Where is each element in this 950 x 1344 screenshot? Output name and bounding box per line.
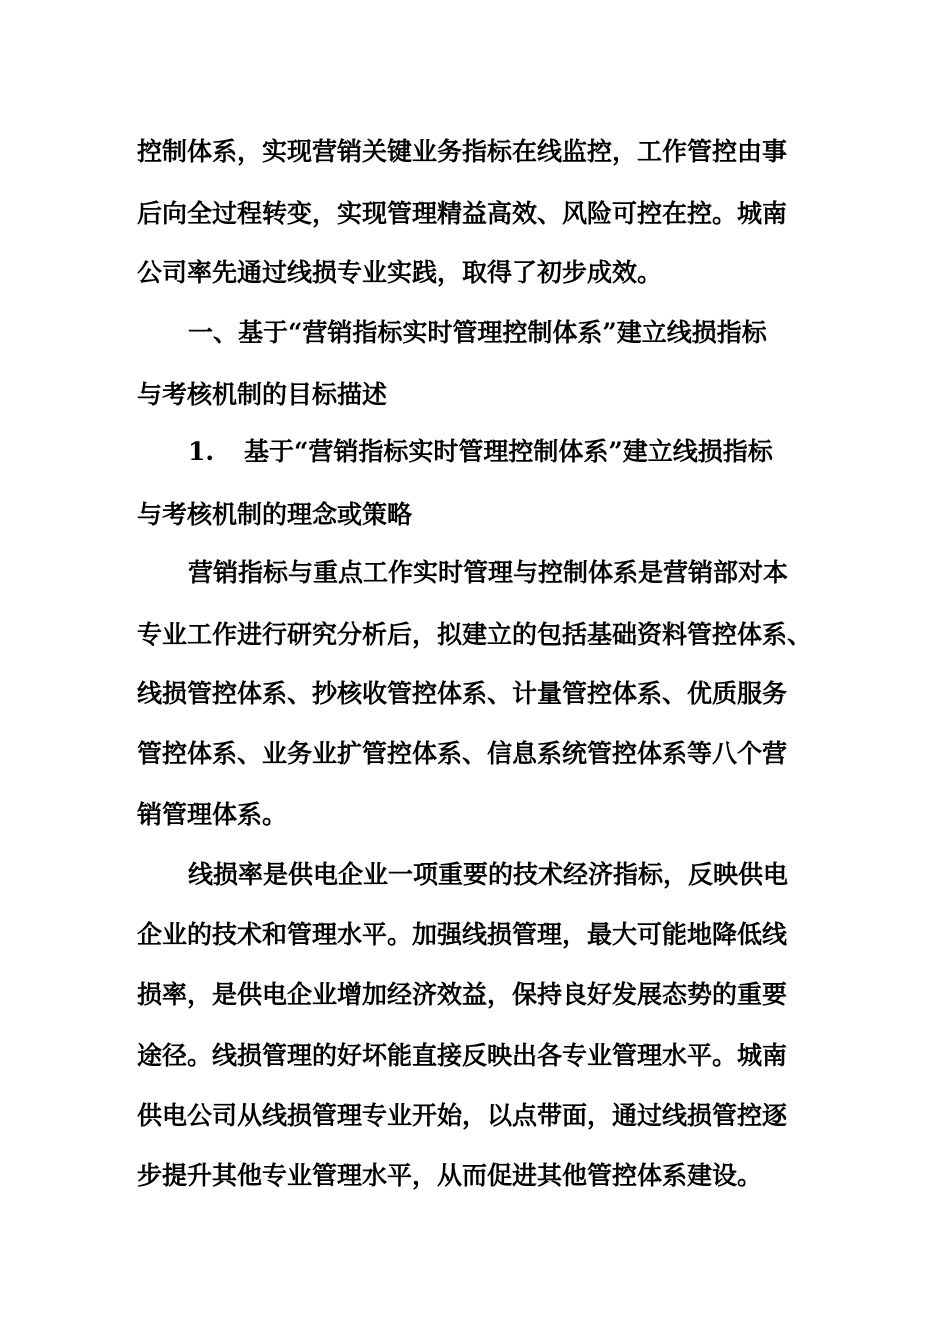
paragraph-line: 企业的技术和管理水平。加强线损管理，最大可能地降低线	[137, 920, 788, 949]
paragraph-line: 途径。线损管理的好坏能直接反映出各专业管理水平。城南	[137, 1041, 788, 1070]
paragraph-line: 供电公司从线损管理专业开始，以点带面，通过线损管控逐	[137, 1101, 788, 1130]
section-heading-line: 一、基于“营销指标实时管理控制体系”建立线损指标	[188, 318, 767, 347]
paragraph-line: 损率，是供电企业增加经济效益，保持良好发展态势的重要	[137, 980, 788, 1009]
paragraph-line: 控制体系，实现营销关键业务指标在线监控，工作管控由事	[137, 137, 788, 166]
paragraph-line: 销管理体系。	[137, 800, 288, 829]
paragraph-line: 公司率先通过线损专业实践，取得了初步成效。	[137, 258, 663, 287]
paragraph-line: 线损率是供电企业一项重要的技术经济指标，反映供电	[188, 860, 789, 889]
subsection-heading-line: 与考核机制的理念或策略	[137, 500, 413, 529]
paragraph-line: 线损管控体系、抄核收管控体系、计量管控体系、优质服务	[137, 679, 788, 708]
section-heading-line: 与考核机制的目标描述	[137, 380, 388, 409]
paragraph-line: 营销指标与重点工作实时管理与控制体系是营销部对本	[188, 558, 789, 587]
paragraph-line: 步提升其他专业管理水平，从而促进其他管控体系建设。	[137, 1161, 763, 1190]
paragraph-line: 后向全过程转变，实现管理精益高效、风险可控在控。城南	[137, 199, 788, 228]
subsection-heading	[188, 437, 773, 467]
list-number: 1.	[188, 437, 215, 466]
subsection-heading-text: 基于“营销指标实时管理控制体系”建立线损指标	[244, 437, 773, 466]
paragraph-line: 专业工作进行研究分析后，拟建立的包括基础资料管控体系、	[137, 620, 813, 649]
paragraph-line: 管控体系、业务业扩管控体系、信息系统管控体系等八个营	[137, 739, 788, 768]
